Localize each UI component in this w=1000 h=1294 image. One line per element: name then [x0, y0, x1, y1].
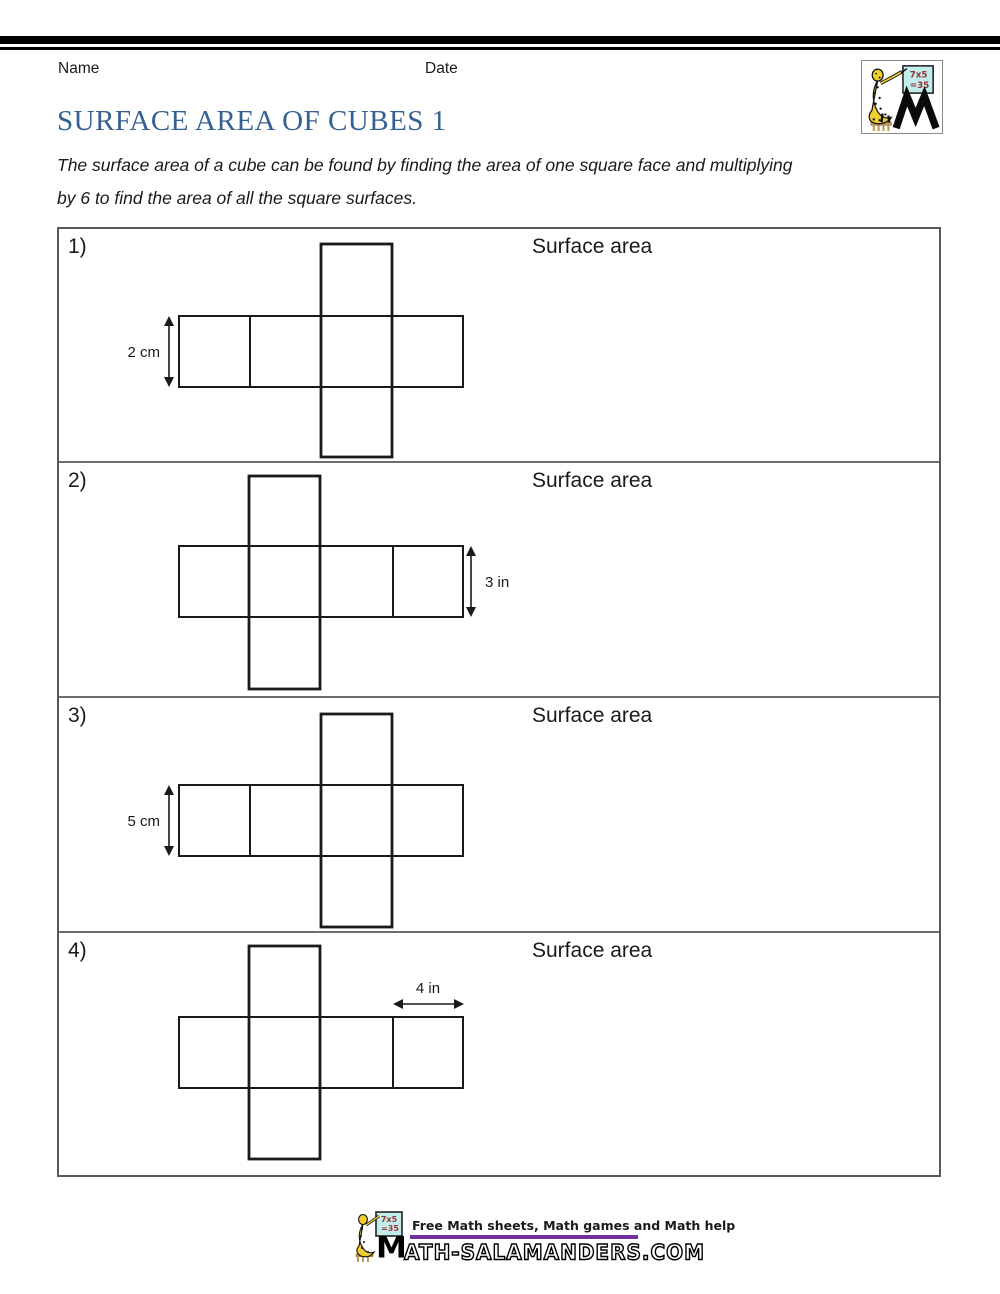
footer-board-line1: 7x5: [380, 1215, 398, 1224]
top-rule-thick: [0, 36, 1000, 44]
logo-m-glyph: [896, 96, 936, 128]
question-number: 2): [68, 469, 87, 492]
footer-board-line2: =35: [381, 1224, 399, 1233]
surface-area-label: Surface area: [532, 939, 653, 962]
date-label: Date: [425, 60, 458, 77]
logo-board-line2: =35: [909, 81, 930, 92]
net-column: [321, 714, 392, 927]
worksheet-table: [57, 227, 941, 1177]
cube-net: [59, 463, 529, 693]
net-column: [321, 244, 392, 457]
dimension-label: 5 cm: [127, 813, 160, 830]
question-number: 4): [68, 939, 87, 962]
footer-site-name: ATH-SALAMANDERS.COM: [404, 1239, 706, 1265]
cube-net: [59, 698, 529, 928]
question-number: 1): [68, 235, 87, 258]
surface-area-label: Surface area: [532, 235, 653, 258]
instructions: [57, 149, 942, 215]
surface-area-label: Surface area: [532, 704, 653, 727]
surface-area-label: Surface area: [532, 469, 653, 492]
dimension-label: 2 cm: [127, 344, 160, 361]
dimension-arrow: [164, 785, 174, 856]
dimension-arrow: [393, 999, 464, 1009]
name-label: Name: [58, 60, 100, 77]
cube-net: [59, 229, 529, 459]
dimension-arrow: [466, 546, 476, 617]
logo-board-line1: 7x5: [909, 70, 928, 81]
question-number: 3): [68, 704, 87, 727]
footer-tagline: Free Math sheets, Math games and Math help: [412, 1218, 736, 1233]
math-salamanders-logo: [861, 60, 943, 134]
top-rule-thin: [0, 47, 1000, 50]
dimension-label: 4 in: [415, 980, 441, 997]
dimension-arrow: [164, 316, 174, 387]
net-column: [249, 946, 320, 1159]
footer-purple-rule: [410, 1235, 638, 1239]
net-column: [249, 476, 320, 689]
problem-row-4: [59, 931, 939, 1169]
dimension-label: 3 in: [485, 574, 510, 591]
problem-row-2: [59, 461, 939, 696]
problem-row-1: [59, 229, 939, 461]
instructions-line-1: The surface area of a cube can be found by finding the area of one square face and multiplying: [57, 155, 793, 175]
footer-site-initial-m: M: [376, 1230, 407, 1266]
problem-row-3: [59, 696, 939, 931]
page-title: SURFACE AREA OF CUBES 1: [57, 105, 447, 137]
cube-net: [59, 933, 529, 1165]
salamander-logo-graphic: [862, 61, 942, 133]
instructions-line-2: by 6 to find the area of all the square surfaces.: [57, 188, 417, 208]
